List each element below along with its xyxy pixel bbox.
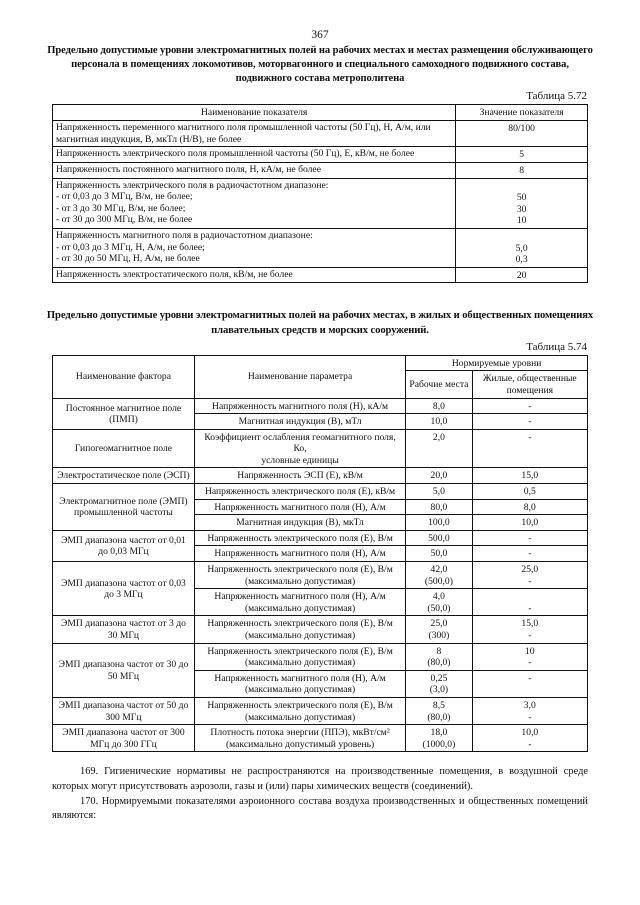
column-header-parameter: Наименование параметра (194, 355, 405, 398)
table-row (53, 468, 588, 484)
cell-workplaces-value: 500,0 (406, 530, 472, 546)
cell-workplaces-value: 5,0 (406, 484, 472, 500)
table-row (53, 484, 588, 500)
cell-residential-value: - (472, 414, 587, 430)
cell-workplaces-value: 4,0 (50,0) (406, 589, 472, 616)
cell-residential-value: 15,0 - (472, 616, 587, 643)
section2-heading: Предельно допустимые уровни электромагнитных полей на рабочих местах, в жилых и общественных помещениях плавательных средств и морских сооружений. (46, 310, 594, 336)
table-row (53, 725, 588, 752)
cell-parameter: Напряженность электрического поля (Е), В/м (максимально допустимая) (194, 697, 405, 724)
cell-indicator-value: 8 (456, 162, 588, 178)
table-row (53, 530, 588, 546)
table-header-row-top (53, 355, 588, 371)
table-row (53, 267, 588, 283)
section1-heading: Предельно допустимые уровни электромагнитных полей на рабочих местах и местах размещения обслуживающего персонала в помещениях локомотивов, моторвагонного и специального самоходного подвижного состава, подвижного состава метрополитена (47, 45, 593, 85)
column-header-indicator-value: Значение показателя (456, 104, 588, 121)
cell-indicator-name: Напряженность электрического поля промышленной частоты (50 Гц), Е, кВ/м, не более (53, 147, 456, 163)
cell-indicator-value: 50 30 10 (456, 178, 588, 228)
cell-parameter: Напряженность магнитного поля (Н), А/м (максимально допустимая) (194, 670, 405, 697)
cell-factor: ЭМП диапазона частот от 50 до 300 МГц (53, 697, 195, 724)
cell-parameter: Напряженность электрического поля (Е), кВ/м (194, 484, 405, 500)
column-header-residential: Жилые, общественные помещения (472, 371, 587, 398)
cell-residential-value: 25,0 - (472, 562, 587, 589)
notes-block (52, 765, 588, 823)
table-row (53, 162, 588, 178)
cell-parameter: Напряженность ЭСП (Е), кВ/м (194, 468, 405, 484)
cell-factor: ЭМП диапазона частот от 300 МГц до 300 ГГц (53, 725, 195, 752)
column-header-normed-levels: Нормируемые уровни (406, 355, 588, 371)
cell-factor: ЭМП диапазона частот от 3 до 30 МГц (53, 616, 195, 643)
table-row (53, 643, 588, 670)
column-header-workplaces: Рабочие места (406, 371, 472, 398)
cell-workplaces-value: 50,0 (406, 546, 472, 562)
cell-indicator-name: Напряженность электрического поля в радиочастотном диапазоне: - от 0,03 до 3 МГц, В/м, не более; - от 3 до 30 МГц, В/м, не более; - от 30 до 300 МГц, В/м, не более (53, 178, 456, 228)
cell-workplaces-value: 80,0 (406, 499, 472, 515)
column-header-indicator-name: Наименование показателя (53, 104, 456, 121)
cell-factor: ЭМП диапазона частот от 0,01 до 0,03 МГц (53, 530, 195, 561)
cell-parameter: Коэффициент ослабления геомагнитного поля, Ко, условные единицы (194, 429, 405, 468)
cell-parameter: Напряженность магнитного поля (Н), А/м (194, 499, 405, 515)
table-header-row (53, 104, 588, 121)
cell-parameter: Напряженность электрического поля (Е), В/м (максимально допустимая) (194, 616, 405, 643)
cell-residential-value: 10,0 (472, 515, 587, 531)
cell-parameter: Напряженность электрического поля (Е), В/м (максимально допустимая) (194, 643, 405, 670)
cell-indicator-name: Напряженность постоянного магнитного поля, Н, кА/м, не более (53, 162, 456, 178)
table-row (53, 398, 588, 414)
cell-residential-value: 10,0 - (472, 725, 587, 752)
page-number: 367 (311, 29, 329, 41)
cell-factor: ЭМП диапазона частот от 30 до 50 МГц (53, 643, 195, 697)
cell-parameter: Напряженность электрического поля (Е), В/м (194, 530, 405, 546)
cell-indicator-value: 20 (456, 267, 588, 283)
table-row (53, 228, 588, 267)
section2-table-caption: Таблица 5.74 (526, 340, 587, 353)
cell-indicator-name: Напряженность магнитного поля в радиочастотном диапазоне: - от 0,03 до 3 МГц, Н, А/м, не более; - от 30 до 50 МГц, Н, А/м, не более (53, 228, 456, 267)
table-row (53, 616, 588, 643)
table-5-72-body (53, 121, 588, 283)
cell-parameter: Напряженность электрического поля (Е), В/м (максимально допустимая) (194, 562, 405, 589)
section1-table-caption: Таблица 5.72 (526, 89, 587, 102)
cell-residential-value: 3,0 - (472, 697, 587, 724)
cell-residential-value: - (472, 546, 587, 562)
cell-factor: Гипогеомагнитное поле (53, 429, 195, 468)
cell-workplaces-value: 18,0 (1000,0) (406, 725, 472, 752)
note-169: 169. Гигиенические нормативы не распространяются на производственные помещения, в воздушной среде которых могут присутствовать аэрозоли, газы и (или) пары химических веществ (соединений). (52, 766, 588, 792)
cell-factor: Постоянное магнитное поле (ПМП) (53, 398, 195, 429)
cell-workplaces-value: 10,0 (406, 414, 472, 430)
cell-factor: ЭМП диапазона частот от 0,03 до 3 МГц (53, 562, 195, 616)
cell-workplaces-value: 8,0 (406, 398, 472, 414)
cell-workplaces-value: 42,0 (500,0) (406, 562, 472, 589)
cell-residential-value: 0,5 (472, 484, 587, 500)
cell-indicator-value: 80/100 (456, 121, 588, 147)
cell-parameter: Напряженность магнитного поля (Н), А/м (максимально допустимая) (194, 589, 405, 616)
section2 (46, 309, 594, 752)
table-5-74-body (53, 398, 588, 752)
table-5-74 (52, 355, 588, 753)
cell-residential-value: - (472, 589, 587, 616)
cell-residential-value: 15,0 (472, 468, 587, 484)
cell-factor: Электростатическое поле (ЭСП) (53, 468, 195, 484)
table-row (53, 178, 588, 228)
cell-workplaces-value: 25,0 (300) (406, 616, 472, 643)
table-5-72 (52, 104, 588, 284)
cell-indicator-value: 5,0 0,3 (456, 228, 588, 267)
cell-parameter: Магнитная индукция (В), мкТл (194, 515, 405, 531)
cell-residential-value: - (472, 398, 587, 414)
cell-workplaces-value: 8,5 (80,0) (406, 697, 472, 724)
cell-parameter: Плотность потока энергии (ППЭ), мкВт/см² (максимально допустимый уровень) (194, 725, 405, 752)
cell-residential-value: - (472, 530, 587, 546)
cell-residential-value: - (472, 670, 587, 697)
table-row (53, 697, 588, 724)
cell-parameter: Магнитная индукция (В), мТл (194, 414, 405, 430)
cell-workplaces-value: 20,0 (406, 468, 472, 484)
table-row (53, 429, 588, 468)
column-header-factor: Наименование фактора (53, 355, 195, 398)
cell-factor: Электромагнитное поле (ЭМП) промышленной частоты (53, 484, 195, 531)
table-row (53, 147, 588, 163)
cell-indicator-value: 5 (456, 147, 588, 163)
cell-residential-value: - (472, 429, 587, 468)
cell-indicator-name: Напряженность переменного магнитного поля промышленной частоты (50 Гц), Н, А/м, или магнитная индукция, В, мкТл (Н/В), не более (53, 121, 456, 147)
cell-workplaces-value: 0,25 (3,0) (406, 670, 472, 697)
table-row (53, 121, 588, 147)
note-170: 170. Нормируемыми показателями аэроионного состава воздуха производственных и общественных помещений являются: (52, 795, 588, 822)
cell-residential-value: 8,0 (472, 499, 587, 515)
cell-residential-value: 10 - (472, 643, 587, 670)
table-row (53, 562, 588, 589)
cell-workplaces-value: 8 (80,0) (406, 643, 472, 670)
cell-indicator-name: Напряженность электростатического поля, кВ/м, не более (53, 267, 456, 283)
cell-workplaces-value: 100,0 (406, 515, 472, 531)
cell-parameter: Напряженность магнитного поля (Н), кА/м (194, 398, 405, 414)
cell-workplaces-value: 2,0 (406, 429, 472, 468)
cell-parameter: Напряженность магнитного поля (Н), А/м (194, 546, 405, 562)
